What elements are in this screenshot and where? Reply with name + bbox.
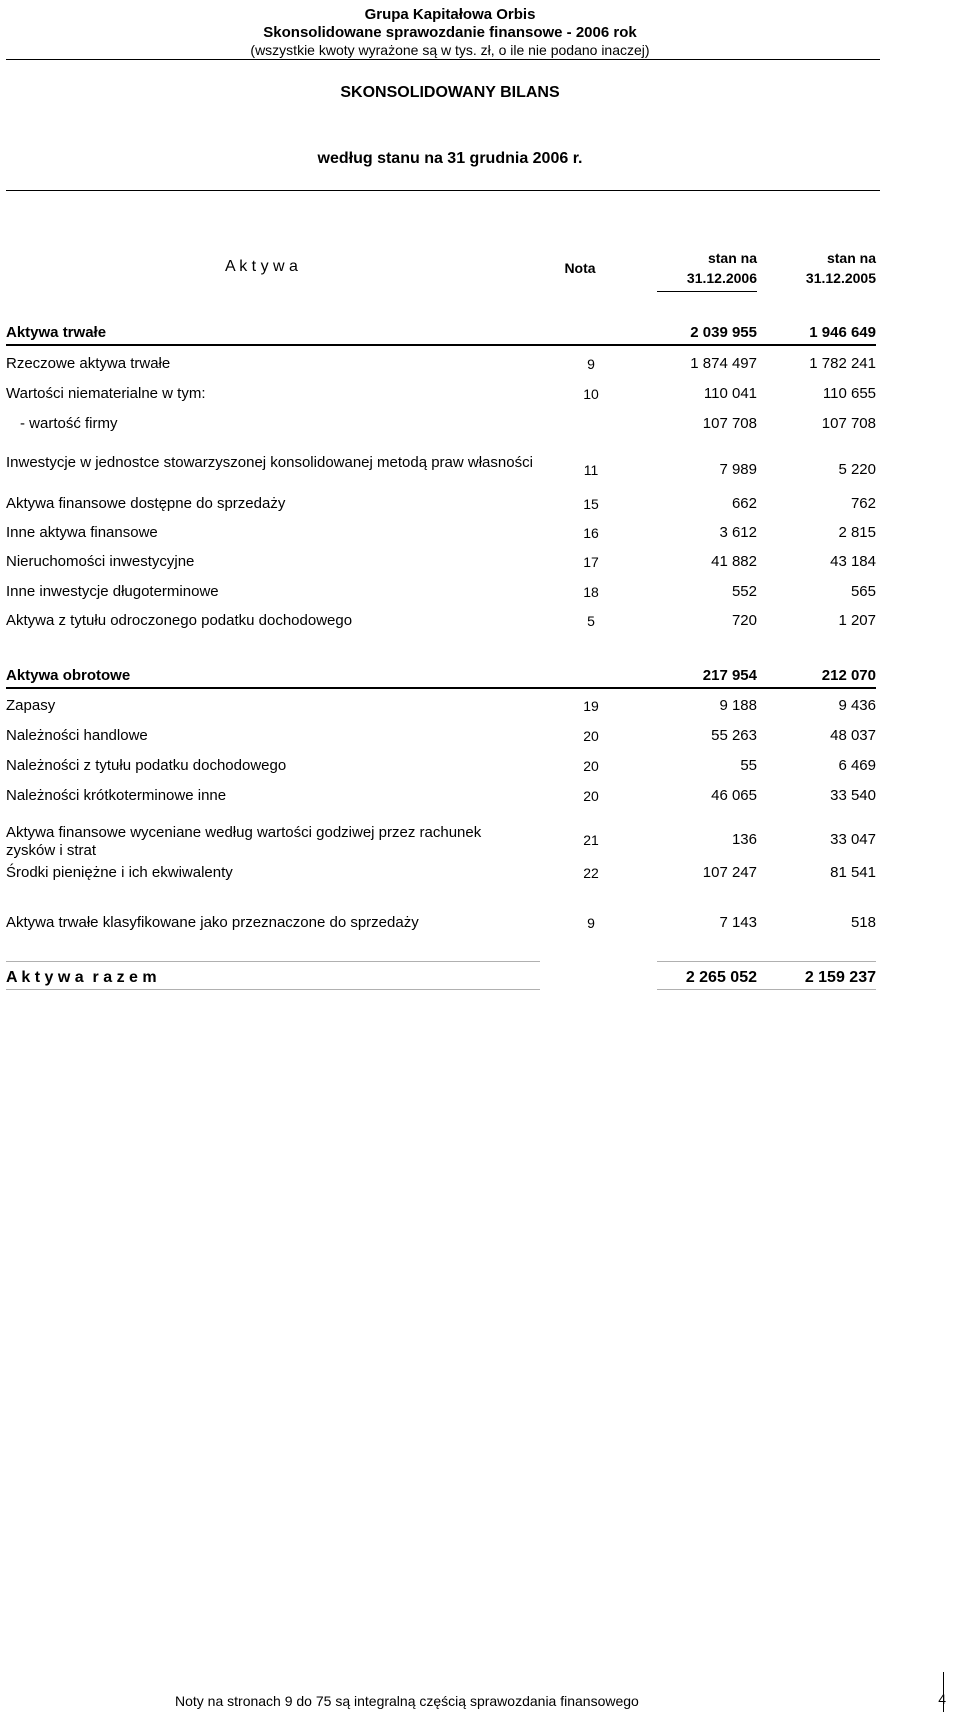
row-value-2005: 2 159 237 <box>804 969 876 986</box>
table-row <box>6 911 876 935</box>
table-row <box>6 861 876 885</box>
row-value-2006: 7 143 <box>719 914 757 931</box>
row-value-2006: 55 263 <box>711 727 757 744</box>
nota-column-header: Nota <box>564 260 596 276</box>
table-row <box>6 609 876 633</box>
row-nota: 9 <box>587 915 595 931</box>
row-value-2006: 552 <box>731 583 757 600</box>
row-label: Inne aktywa finansowe <box>6 524 158 541</box>
section-underline <box>6 344 876 346</box>
row-value-2005: 1 782 241 <box>809 355 876 372</box>
units-note: (wszystkie kwoty wyrażone są w tys. zł, o ile nie podano inaczej) <box>250 42 650 58</box>
row-value-2005: 212 070 <box>821 667 876 684</box>
row-nota: 20 <box>583 758 599 774</box>
row-label: Środki pieniężne i ich ekwiwalenty <box>6 864 233 881</box>
row-value-2006: 107 247 <box>702 864 757 881</box>
row-label: Aktywa finansowe wyceniane według wartości godziwej przez rachunek zysków i strat <box>6 824 482 859</box>
row-value-2005: 9 436 <box>838 697 876 714</box>
col-2006-underline <box>657 291 757 292</box>
row-nota: 21 <box>583 832 599 848</box>
table-row <box>6 824 876 859</box>
footer-note: Noty na stronach 9 do 75 są integralną częścią sprawozdania finansowego <box>175 1693 639 1709</box>
row-value-2005: 43 184 <box>830 553 876 570</box>
row-value-2006: 136 <box>731 831 757 848</box>
row-nota: 22 <box>583 865 599 881</box>
row-value-2005: 48 037 <box>830 727 876 744</box>
row-value-2005: 5 220 <box>838 461 876 478</box>
row-value-2006: 9 188 <box>719 697 757 714</box>
row-label: A k t y w a r a z e m <box>6 969 157 986</box>
table-row <box>6 454 876 482</box>
row-label: Wartości niematerialne w tym: <box>6 385 206 402</box>
total-overline-left <box>6 961 540 962</box>
row-label: Aktywa z tytułu odroczonego podatku dochodowego <box>6 612 353 629</box>
row-nota: 20 <box>583 728 599 744</box>
row-value-2005: 33 540 <box>830 787 876 804</box>
row-value-2005: 2 815 <box>838 524 876 541</box>
row-label: Nieruchomości inwestycyjne <box>6 553 195 570</box>
row-label: Aktywa trwałe klasyfikowane jako przeznaczone do sprzedaży <box>6 914 419 931</box>
total-underline-right <box>657 989 876 990</box>
row-nota: 5 <box>587 613 595 629</box>
row-label: Należności z tytułu podatku dochodowego <box>6 757 287 774</box>
table-row <box>6 352 876 376</box>
table-row <box>6 784 876 808</box>
company-name: Grupa Kapitałowa Orbis <box>364 6 536 23</box>
row-nota: 19 <box>583 698 599 714</box>
row-value-2006: 1 874 497 <box>690 355 757 372</box>
row-label: Aktywa obrotowe <box>6 667 131 684</box>
row-nota: 9 <box>587 356 595 372</box>
row-value-2006: 110 041 <box>703 385 757 402</box>
row-label: Należności handlowe <box>6 727 148 744</box>
row-value-2006: 3 612 <box>719 524 757 541</box>
row-label: Należności krótkoterminowe inne <box>6 787 227 804</box>
table-row <box>6 664 876 688</box>
table-row <box>6 754 876 778</box>
row-value-2006: 217 954 <box>702 667 757 684</box>
row-value-2005: 6 469 <box>838 757 876 774</box>
row-nota: 11 <box>583 462 599 478</box>
row-label: Zapasy <box>6 697 56 714</box>
row-nota: 15 <box>583 496 599 512</box>
table-row <box>6 492 876 516</box>
col-2006-line1: stan na <box>707 250 757 266</box>
col-2006-line2: 31.12.2006 <box>686 270 757 286</box>
table-row <box>6 694 876 718</box>
row-nota: 10 <box>583 386 599 402</box>
row-value-2005: 762 <box>850 495 876 512</box>
row-value-2006: 55 <box>740 757 757 774</box>
row-value-2005: 81 541 <box>830 864 876 881</box>
col-2005-line1: stan na <box>826 250 876 266</box>
row-value-2005: 518 <box>850 914 876 931</box>
table-row <box>6 724 876 748</box>
row-value-2006: 2 265 052 <box>685 969 757 986</box>
row-nota: 17 <box>583 554 599 570</box>
row-label: Rzeczowe aktywa trwałe <box>6 355 171 372</box>
row-nota: 18 <box>583 584 599 600</box>
table-row <box>6 382 876 406</box>
row-label: Inwestycje w jednostce stowarzyszonej konsolidowanej metodą praw własności <box>6 454 533 471</box>
table-row <box>6 412 876 436</box>
row-nota: 16 <box>583 525 599 541</box>
table-row <box>6 580 876 604</box>
row-label: Aktywa finansowe dostępne do sprzedaży <box>6 495 286 512</box>
row-value-2005: 1 207 <box>838 612 876 629</box>
table-row <box>6 521 876 545</box>
row-value-2005: 1 946 649 <box>809 324 876 341</box>
total-overline-right <box>657 961 876 962</box>
section-underline <box>6 687 876 689</box>
row-value-2006: 107 708 <box>702 415 757 432</box>
statement-date: według stanu na 31 grudnia 2006 r. <box>317 150 583 167</box>
row-value-2006: 7 989 <box>719 461 757 478</box>
row-value-2006: 662 <box>731 495 757 512</box>
row-value-2005: 110 655 <box>822 385 876 402</box>
row-value-2006: 2 039 955 <box>690 324 757 341</box>
row-value-2006: 41 882 <box>711 553 757 570</box>
statement-title: SKONSOLIDOWANY BILANS <box>340 84 560 101</box>
col-2005-line2: 31.12.2005 <box>805 270 876 286</box>
row-label: - wartość firmy <box>20 415 118 432</box>
row-value-2006: 46 065 <box>711 787 757 804</box>
row-label: Inne inwestycje długoterminowe <box>6 583 219 600</box>
report-title: Skonsolidowane sprawozdanie finansowe - 2006 rok <box>263 24 637 41</box>
row-label: Aktywa trwałe <box>6 324 107 341</box>
row-value-2005: 107 708 <box>821 415 876 432</box>
row-value-2006: 720 <box>731 612 757 629</box>
table-row <box>6 321 876 345</box>
row-value-2005: 33 047 <box>830 831 876 848</box>
table-row <box>6 550 876 574</box>
row-value-2005: 565 <box>850 583 876 600</box>
subtitle-rule <box>6 190 880 191</box>
table-row-total <box>6 966 876 990</box>
total-underline-left <box>6 989 540 990</box>
header-rule <box>6 59 880 60</box>
assets-column-title: A k t y w a <box>225 258 298 275</box>
page-number: 4 <box>938 1691 946 1707</box>
row-nota: 20 <box>583 788 599 804</box>
